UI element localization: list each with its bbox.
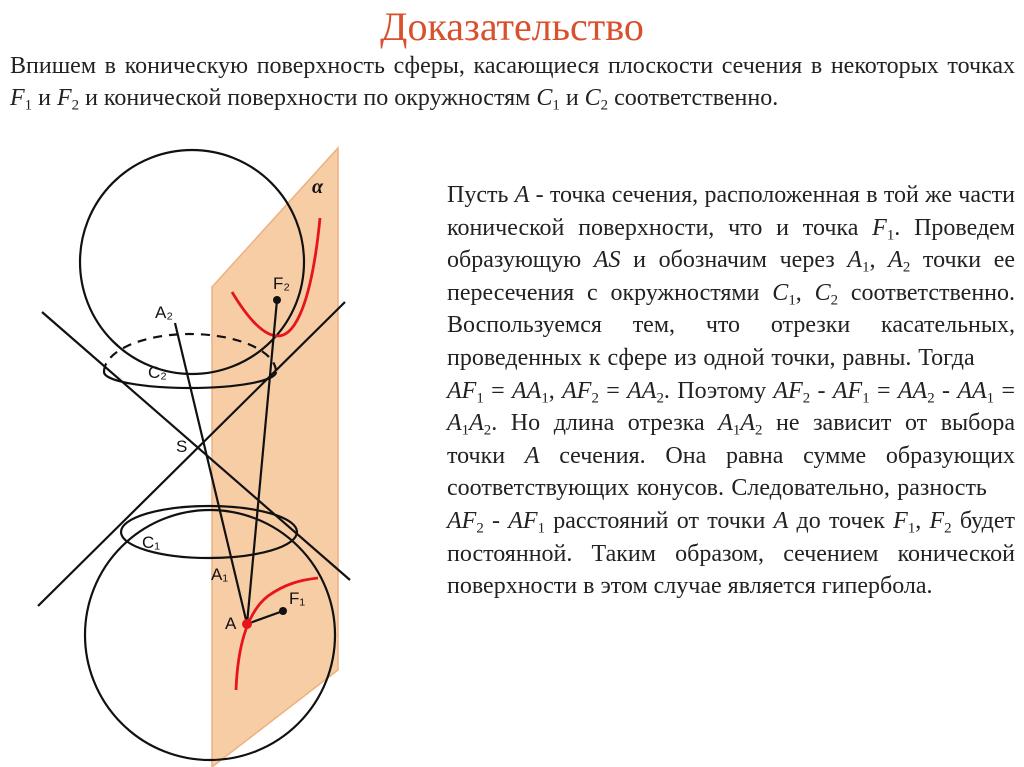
f2-sub: 2	[71, 97, 80, 114]
label-a2: A₂	[155, 303, 173, 322]
f2-letter: F	[56, 85, 72, 111]
point-f2	[273, 296, 281, 304]
label-alpha: α	[312, 176, 324, 198]
label-a: A	[225, 614, 237, 633]
intro-text-3: и конической поверхности по окружностям	[79, 85, 537, 111]
slide-title: Доказательство	[380, 4, 644, 49]
f1-letter: F	[10, 85, 25, 111]
plane-alpha	[212, 148, 338, 767]
hyperbola-section-diagram	[0, 140, 440, 767]
intro-paragraph	[10, 50, 1015, 114]
label-c1: C₁	[142, 533, 161, 552]
c1-sub: 1	[552, 97, 560, 114]
label-s: S	[176, 437, 188, 456]
label-a1: A₁	[211, 565, 229, 584]
c2-letter: C	[584, 85, 601, 111]
proof-text	[447, 179, 1015, 603]
intro-text-2: и	[32, 85, 57, 111]
intro-text-1: Впишем в коническую поверхность сферы, касающиеся плоскости сечения в некоторых точках	[10, 53, 1015, 79]
c1-letter: C	[536, 85, 553, 111]
label-f1: F₁	[289, 589, 306, 608]
f1-sub: 1	[24, 97, 33, 114]
label-f2: F₂	[273, 274, 290, 293]
label-c2: C₂	[148, 363, 167, 382]
proof-paragraph: Пусть A - точка сечения, расположенная в той же части конической поверхности, что и точка $F_1$. Проведем образующую AS и обозначим через $A_1$, $A_2$ точки ее пересечения с окружностями $C_1$, $C_2$ соответственно. Воспользуемся тем, что отрезки касательных, проведенных к сфере из одной точки, равны. Тогда $AF_1 = AA_1$, $AF_2 = AA_2$. Поэтому $AF_2 - AF_1 = AA_2 - AA_1 = A_1A_2$. Но длина отрезка $A_1A_2$ не зависит от выбора точки A сечения. Она равна сумме образующих соответствующих конусов. Следовательно, разность $AF_2 - AF_1$ расстояний от точки A до точек $F_1$, $F_2$ будет постоянной. Таким образом, сечением конической поверхности в этом случае является гипербола.	[447, 182, 1016, 600]
intro-text-4: и	[559, 85, 585, 111]
point-f1	[279, 607, 287, 615]
point-a	[242, 619, 252, 629]
c2-sub: 2	[600, 97, 609, 114]
intro-text-5: соответственно.	[608, 85, 779, 111]
